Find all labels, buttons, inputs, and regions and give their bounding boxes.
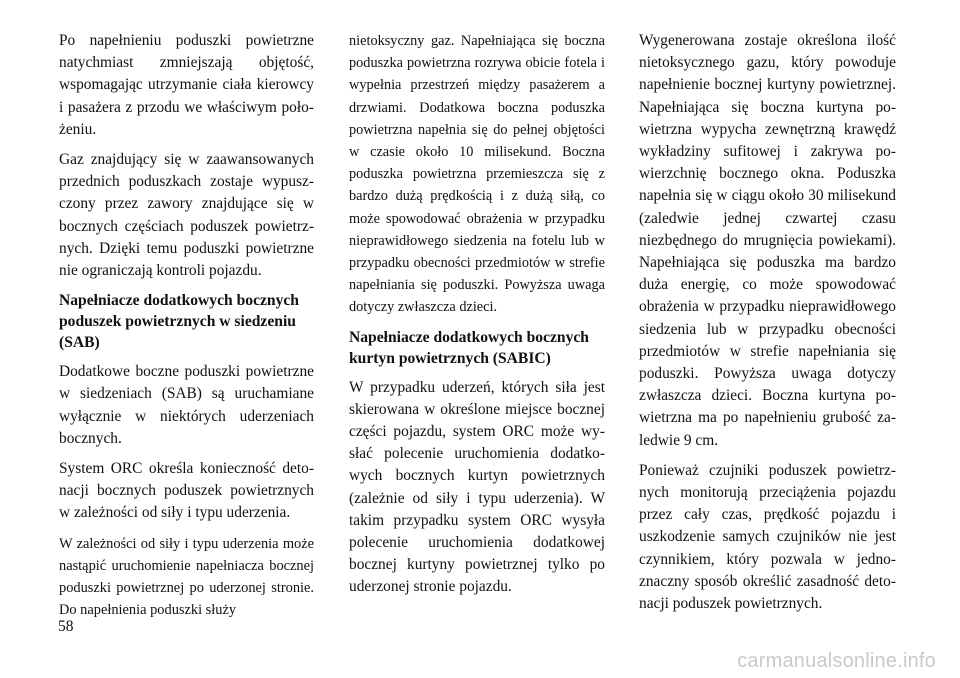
paragraph-orc-detonation: System ORC określa konieczność detonacji bocznych poduszek powietrznych w zależności od siły i typu uderzenia. [59, 460, 314, 522]
text-column-left [59, 30, 314, 629]
paragraph-inflator-activation: W zależności od siły i typu uderzenia może nastąpić uruchomienie napełniacza bocznej poduszki powietrznej po uderzonej stronie. Do napełnienia poduszki służy [59, 535, 314, 619]
text-column-right [639, 30, 896, 623]
paragraph-airbag-deflation: Po napełnieniu poduszki powietrzne natychmiast zmniejszają objętość, wspomagając utrzymanie ciała kierowcy i pasażera z przodu we właściwym położeniu. [59, 32, 314, 138]
paragraph-curtain-inflation: Wygenerowana zostaje określona ilość nietoksycznego gazu, który powoduje napełnienie bocznej kurtyny powietrznej. Napełniająca się boczna kurtyna powietrzna wypycha zewnętrzną krawędź wykładziny sufitowej i zakrywa powierzchnię bocznego okna. Poduszka napełnia się w ciągu około 30 milisekund (zaledwie jednej czwartej czasu niezbędnego do mrugnięcia powiekami). Napełniająca się poduszka ma bardzo duża energię, co może spowodować obrażenia w przypadku nieprawidłowego siedzenia lub w przypadku obecności przedmiotów w strefie napełniania się poduszki. Powyższa uwaga dotyczy zwłaszcza dzieci. Boczna kurtyna powietrzna ma po napełnieniu grubość zaledwie 9 cm. [639, 32, 896, 449]
paragraph-sensor-monitoring: Ponieważ czujniki poduszek powietrznych monitorują przeciążenia pojazdu przez cały czas, prędkość pojazdu i uszkodzenie samych czujników nie jest czynnikiem, który pozwala w jednoznaczny sposób określić zasadność detonacji poduszek powietrznych. [639, 461, 896, 613]
text-column-middle [349, 30, 605, 607]
heading-seat-side-airbag: Napełniacze dodatkowych bocznych poduszek powietrznych w siedzeniu (SAB) [59, 292, 299, 352]
paragraph-sabic-activation: W przypadku uderzeń, których siła jest skierowana w określone miejsce bocznej części pojazdu, system ORC może wysłać polecenie uruchomienia dodatkowych bocznych kurtyn powietrznych (zależnie od siły i typu uderzenia). W takim przypadku system ORC wysyła polecenie uruchomienia dodatkowej bocznej kurtyny powietrznej tylko po uderzonej stronie pojazdu. [349, 378, 605, 596]
paragraph-sab-activation: Dodatkowe boczne poduszki powietrzne w siedzeniach (SAB) są uruchamiane wyłącznie w niektórych uderzeniach bocznych. [59, 363, 314, 447]
page-number: 58 [58, 618, 74, 635]
paragraph-side-airbag-inflation: nietoksyczny gaz. Napełniająca się boczna poduszka powietrzna rozrywa obicie fotela i wypełnia przestrzeń między pasażerem a drzwiami. Dodatkowa boczna poduszka powietrzna napełnia się do pełnej objętości w czasie około 10 milisekund. Boczna poduszka powietrzna przemieszcza się z bardzo dużą prędkością i z dużą siłą, co może spowodować obrażenia w przypadku nieprawidłowego siedzenia na fotelu lub w przypadku obecności przedmiotów w strefie napełniania się poduszki. Powyższa uwaga dotyczy zwłaszcza dzieci. [349, 33, 605, 316]
heading-side-curtain-airbag: Napełniacze dodatkowych bocznych kurtyn powietrznych (SABIC) [349, 328, 589, 367]
watermark-text: carmanualsonline.info [737, 650, 936, 672]
paragraph-gas-vents: Gaz znajdujący się w zaawansowanych przednich poduszkach zostaje wypuszczony przez zawory znajdujące się w bocznych częściach poduszek powietrznych. Dzięki temu poduszki powietrzne nie ograniczają kontroli pojazdu. [59, 151, 314, 280]
